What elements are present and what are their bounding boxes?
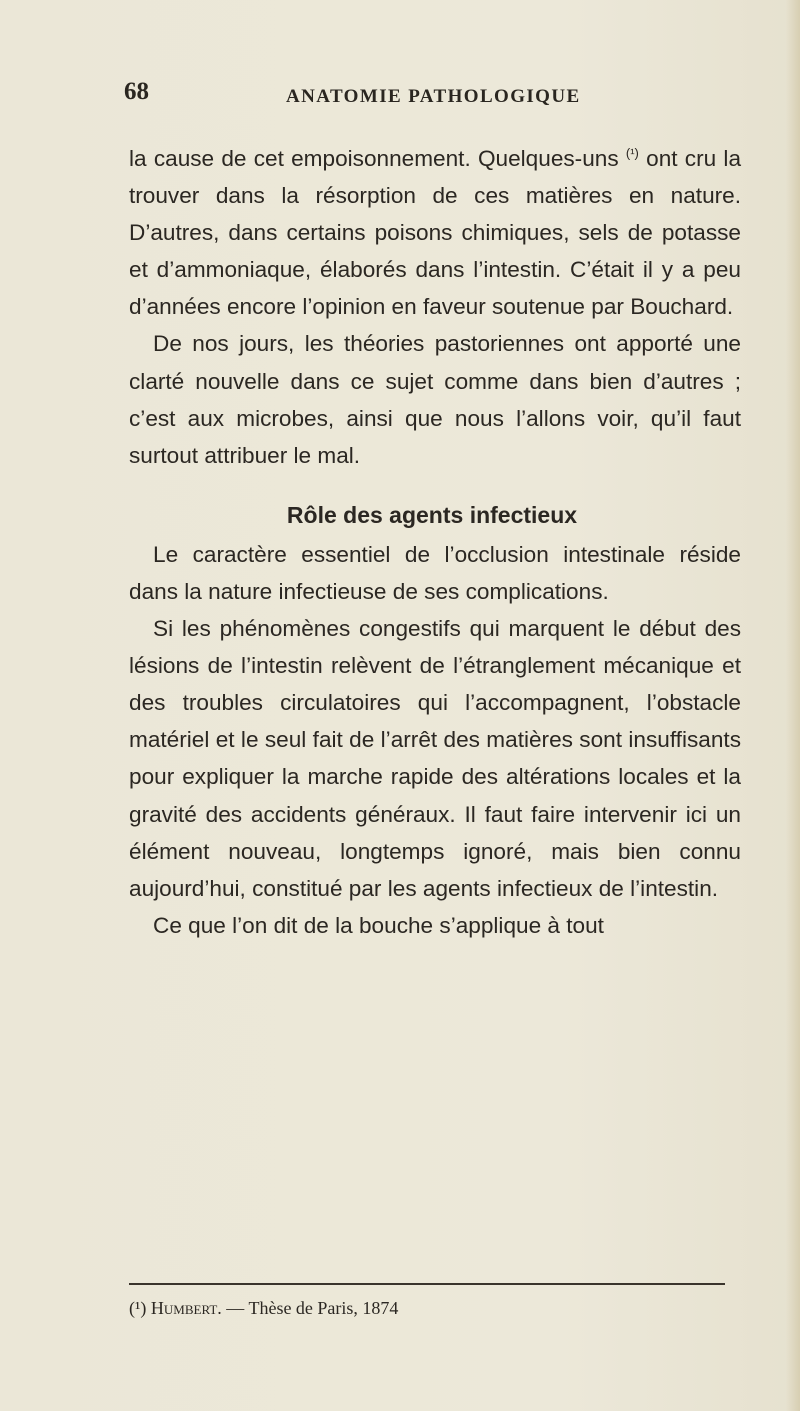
- footnote: [129, 1296, 729, 1320]
- footnote-marker: (¹): [129, 1298, 147, 1318]
- paragraph-3: Le caractère essentiel de l’occlusion intestinale réside dans la nature infectieuse de ses complications.: [129, 541, 741, 604]
- paragraph-1-start: la cause de cet empoisonnement. Quelques-uns: [129, 146, 619, 171]
- footnote-author: Humbert: [150, 1298, 218, 1318]
- section-heading: Rôle des agents infectieux: [286, 501, 578, 528]
- footnote-rule: [129, 1283, 725, 1285]
- paragraph-1: [129, 140, 741, 325]
- page-number: 68: [124, 78, 149, 105]
- page-edge-shadow: [786, 0, 800, 1411]
- paragraph-5: Ce que l’on dit de la bouche s’applique à tout: [153, 912, 604, 938]
- page-header: [124, 78, 724, 118]
- footnote-reference: (¹): [625, 145, 639, 161]
- paragraph-1-rest: ont cru la trouver dans la résorption de ces matières en nature. D’autres, dans certains poisons chimiques, sels de potasse et d’ammoniaque, élaborés dans l’intestin. C’était il y a peu d’années encore l’opinion en faveur soutenue par Bouchard.: [129, 146, 742, 320]
- paragraph-2: De nos jours, les théories pastoriennes ont apporté une clarté nouvelle dans ce sujet comme dans bien d’autres ; c’est aux microbes, ainsi que nous l’allons voir, qu’il faut surtout attribuer le mal.: [129, 331, 741, 468]
- paragraph-4: Si les phénomènes congestifs qui marquent le début des lésions de l’intestin relèvent de l’étranglement mécanique et des troubles circulatoires qui l’accompagnent, l’obstacle matériel et le seul fait de l’arrêt des matières sont insuffisants pour expliquer la marche rapide des altérations locales et la gravité des accidents généraux. Il faut faire intervenir ici un élément nouveau, longtemps ignoré, mais bien connu aujourd’hui, constitué par les agents infectieux de l’intestin.: [129, 616, 741, 901]
- body-text: [129, 140, 741, 944]
- footnote-citation: . — Thèse de Paris, 1874: [217, 1298, 399, 1318]
- running-title: ANATOMIE PATHOLOGIQUE: [286, 86, 581, 107]
